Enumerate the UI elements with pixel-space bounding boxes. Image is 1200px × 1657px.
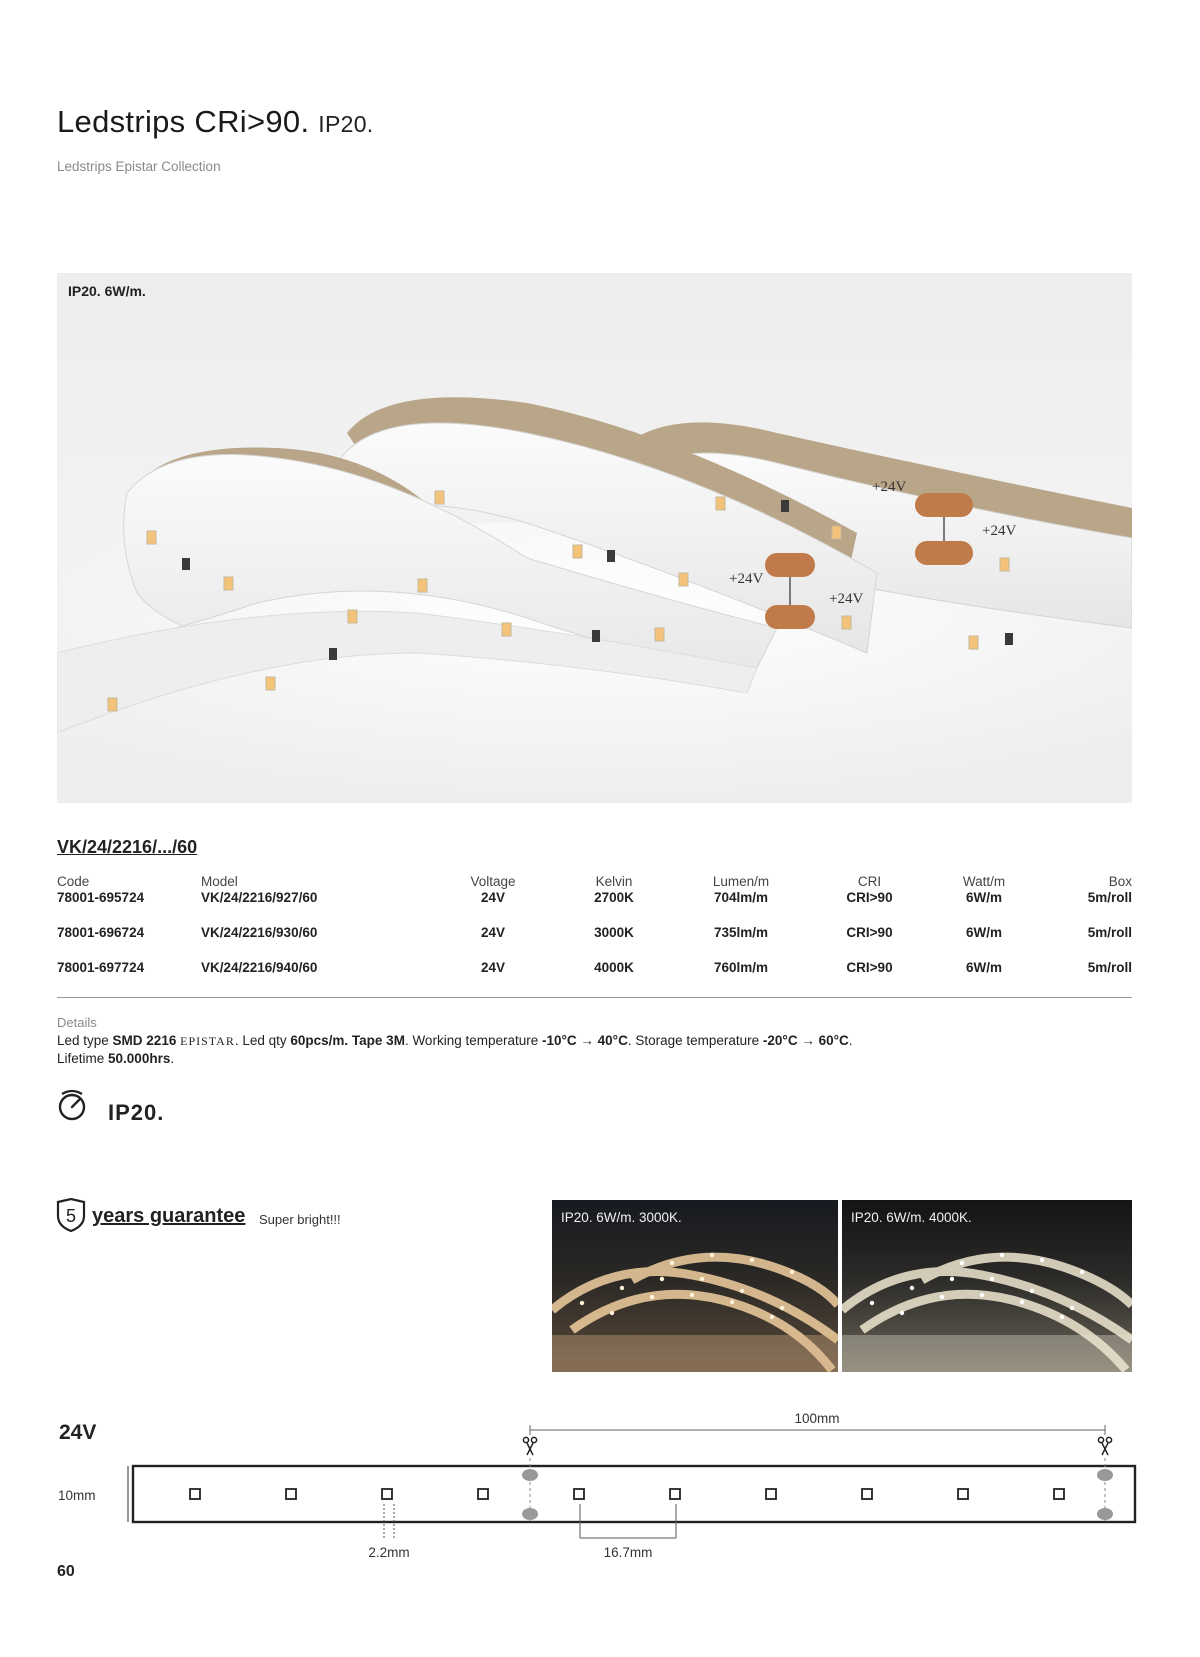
details-text: [57, 1032, 1117, 1068]
strip-dimension-drawing: [0, 1400, 1200, 1560]
hero-label: IP20. 6W/m.: [68, 283, 146, 299]
table-header-row: [57, 872, 1132, 890]
photo-label: IP20. 6W/m. 3000K.: [561, 1210, 682, 1225]
led-chip: [958, 1489, 968, 1499]
details-lifetime: 50.000hrs: [108, 1051, 171, 1066]
title-main: Ledstrips CRi>90.: [57, 104, 310, 139]
details-led-qty: 60pcs/m: [290, 1033, 345, 1048]
cell-model: VK/24/2216/930/60: [201, 925, 318, 940]
strip-height-label: 10mm: [58, 1488, 96, 1503]
col-header: Kelvin: [595, 873, 633, 889]
hero-product-image: [57, 273, 1132, 803]
cell-code: 78001-697724: [57, 960, 145, 975]
cell-cri: CRI>90: [846, 960, 893, 975]
col-header: Lumen/m: [712, 873, 770, 889]
col-header: Voltage: [470, 873, 516, 889]
title-ip: IP20.: [318, 111, 374, 137]
drawing-voltage: 24V: [59, 1421, 97, 1444]
photo-4000k: [842, 1200, 1132, 1372]
led-chip: [382, 1489, 392, 1499]
col-header: Model: [201, 873, 238, 889]
cell-model: VK/24/2216/940/60: [201, 960, 318, 975]
cell-cri: CRI>90: [846, 925, 893, 940]
page-subtitle: Ledstrips Epistar Collection: [57, 159, 221, 174]
photo-3000k: [552, 1200, 838, 1372]
scissors-icon: [1098, 1437, 1111, 1455]
pad-label: +24V: [729, 571, 764, 587]
cell-code: 78001-695724: [57, 890, 145, 905]
details-heading: Details: [57, 1015, 97, 1030]
col-header: Watt/m: [962, 873, 1006, 889]
details-working-temp: -10°C → 40°C: [542, 1033, 628, 1048]
model-code: VK/24/2216/.../60: [57, 837, 198, 857]
cell-lumen: 735lm/m: [713, 925, 769, 940]
cell-voltage: 24V: [480, 925, 506, 940]
cell-voltage: 24V: [480, 890, 506, 905]
ip-rating-label: IP20.: [108, 1100, 165, 1125]
details-text-part: .: [848, 1033, 853, 1048]
guarantee-years-number: 5: [65, 1206, 77, 1226]
details-text-part: Lifetime: [57, 1051, 109, 1066]
cell-lumen: 760lm/m: [713, 960, 769, 975]
divider: [57, 997, 1132, 998]
details-storage-temp: -20°C → 60°C: [762, 1033, 849, 1048]
cell-voltage: 24V: [480, 960, 506, 975]
details-text-part: . Working temperature: [404, 1033, 542, 1048]
scissors-icon: [523, 1437, 536, 1455]
led-chip: [766, 1489, 776, 1499]
pad-label: +24V: [829, 591, 864, 607]
cell-code: 78001-696724: [57, 925, 145, 940]
led-chip: [190, 1489, 200, 1499]
details-text-part: .: [170, 1051, 175, 1066]
col-header: CRI: [857, 873, 882, 889]
details-tape: . Tape 3M: [344, 1033, 405, 1048]
cell-watt: 6W/m: [965, 960, 1002, 975]
cell-cri: CRI>90: [846, 890, 893, 905]
cell-watt: 6W/m: [965, 925, 1002, 940]
spec-table: [57, 872, 1132, 995]
led-chip: [286, 1489, 296, 1499]
details-text-part: . Led qty: [234, 1033, 291, 1048]
led-chip: [1054, 1489, 1064, 1499]
cell-model: VK/24/2216/927/60: [201, 890, 318, 905]
col-header: Code: [57, 873, 90, 889]
photo-label: IP20. 6W/m. 4000K.: [851, 1210, 972, 1225]
details-led-type: SMD 2216: [112, 1033, 177, 1048]
led-chip: [670, 1489, 680, 1499]
cell-kelvin: 2700K: [594, 890, 634, 905]
cell-lumen: 704lm/m: [713, 890, 769, 905]
led-chip: [478, 1489, 488, 1499]
cell-box: 5m/roll: [1087, 890, 1132, 905]
page-number: 60: [57, 1563, 75, 1580]
led-chip: [574, 1489, 584, 1499]
led-chip: [862, 1489, 872, 1499]
details-text-part: . Storage temperature: [627, 1033, 763, 1048]
led-size-label: 2.2mm: [368, 1545, 410, 1560]
page-title: [57, 104, 374, 140]
table-row: [57, 960, 1132, 995]
timer-icon: [57, 1088, 87, 1127]
guarantee-label: years guarantee: [92, 1205, 246, 1227]
details-text-part: Led type: [57, 1033, 113, 1048]
cell-watt: 6W/m: [965, 890, 1002, 905]
table-row: [57, 890, 1132, 925]
cell-box: 5m/roll: [1087, 960, 1132, 975]
guarantee-tagline: Super bright!!!: [259, 1212, 341, 1227]
shield-5-icon: [55, 1198, 87, 1237]
brand-logo-text: EPISTAR: [180, 1034, 235, 1048]
col-header: Box: [1108, 873, 1132, 889]
table-row: [57, 925, 1132, 960]
pad-label: +24V: [872, 479, 907, 495]
cell-kelvin: 4000K: [594, 960, 634, 975]
pitch-label: 16.7mm: [603, 1545, 653, 1560]
led-strip-illustration: [57, 273, 1132, 803]
cut-length-label: 100mm: [794, 1411, 840, 1426]
cell-box: 5m/roll: [1087, 925, 1132, 940]
cell-kelvin: 3000K: [594, 925, 634, 940]
pad-label: +24V: [982, 523, 1017, 539]
